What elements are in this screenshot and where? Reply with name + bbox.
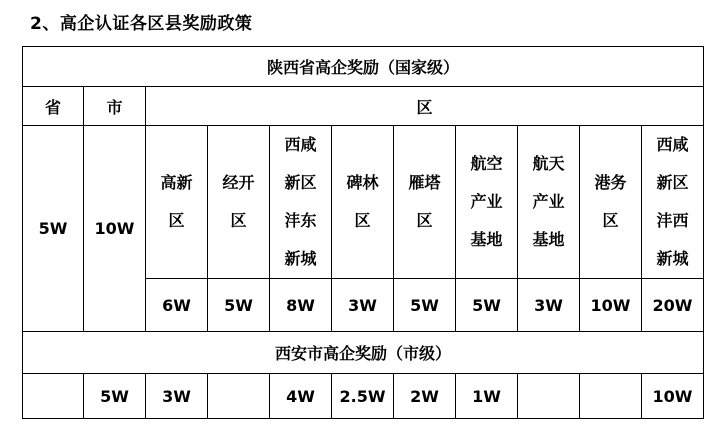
reward-policy-table bbox=[22, 46, 704, 419]
city-level-district-value bbox=[208, 374, 270, 419]
district-value: 20W bbox=[642, 279, 704, 332]
district-value: 5W bbox=[456, 279, 518, 332]
city-level-district-value bbox=[580, 374, 642, 419]
city-level-city-value: 5W bbox=[84, 374, 146, 419]
national-city-value: 10W bbox=[84, 126, 146, 332]
district-name: 航天 产业 基地 bbox=[518, 126, 580, 279]
district-value: 10W bbox=[580, 279, 642, 332]
district-name: 碑林 区 bbox=[332, 126, 394, 279]
level-header-row bbox=[23, 87, 704, 126]
city-level-district-value: 10W bbox=[642, 374, 704, 419]
district-name: 航空 产业 基地 bbox=[456, 126, 518, 279]
city-level-values-row bbox=[23, 374, 704, 419]
city-title: 西安市高企奖励（市级） bbox=[23, 332, 704, 374]
national-title-row bbox=[23, 47, 704, 87]
district-value: 3W bbox=[332, 279, 394, 332]
city-level-district-value: 1W bbox=[456, 374, 518, 419]
district-value: 5W bbox=[208, 279, 270, 332]
city-level-province-value bbox=[23, 374, 84, 419]
city-title-row bbox=[23, 332, 704, 374]
district-name: 港务 区 bbox=[580, 126, 642, 279]
city-level-district-value bbox=[518, 374, 580, 419]
district-value: 6W bbox=[146, 279, 208, 332]
national-province-value: 5W bbox=[23, 126, 84, 332]
national-title: 陕西省高企奖励（国家级） bbox=[23, 47, 704, 87]
city-level-district-value: 2.5W bbox=[332, 374, 394, 419]
city-level-district-value: 4W bbox=[270, 374, 332, 419]
city-level-district-value: 2W bbox=[394, 374, 456, 419]
district-name: 高新 区 bbox=[146, 126, 208, 279]
province-header: 省 bbox=[23, 87, 84, 126]
district-value: 5W bbox=[394, 279, 456, 332]
district-value: 8W bbox=[270, 279, 332, 332]
district-names-row bbox=[23, 126, 704, 279]
district-name: 经开 区 bbox=[208, 126, 270, 279]
city-level-district-value: 3W bbox=[146, 374, 208, 419]
district-name: 西咸 新区 沣东 新城 bbox=[270, 126, 332, 279]
city-header: 市 bbox=[84, 87, 146, 126]
district-name: 雁塔 区 bbox=[394, 126, 456, 279]
district-name: 西咸 新区 沣西 新城 bbox=[642, 126, 704, 279]
district-value: 3W bbox=[518, 279, 580, 332]
section-heading: 2、高企认证各区县奖励政策 bbox=[30, 14, 253, 34]
district-header: 区 bbox=[146, 87, 704, 126]
